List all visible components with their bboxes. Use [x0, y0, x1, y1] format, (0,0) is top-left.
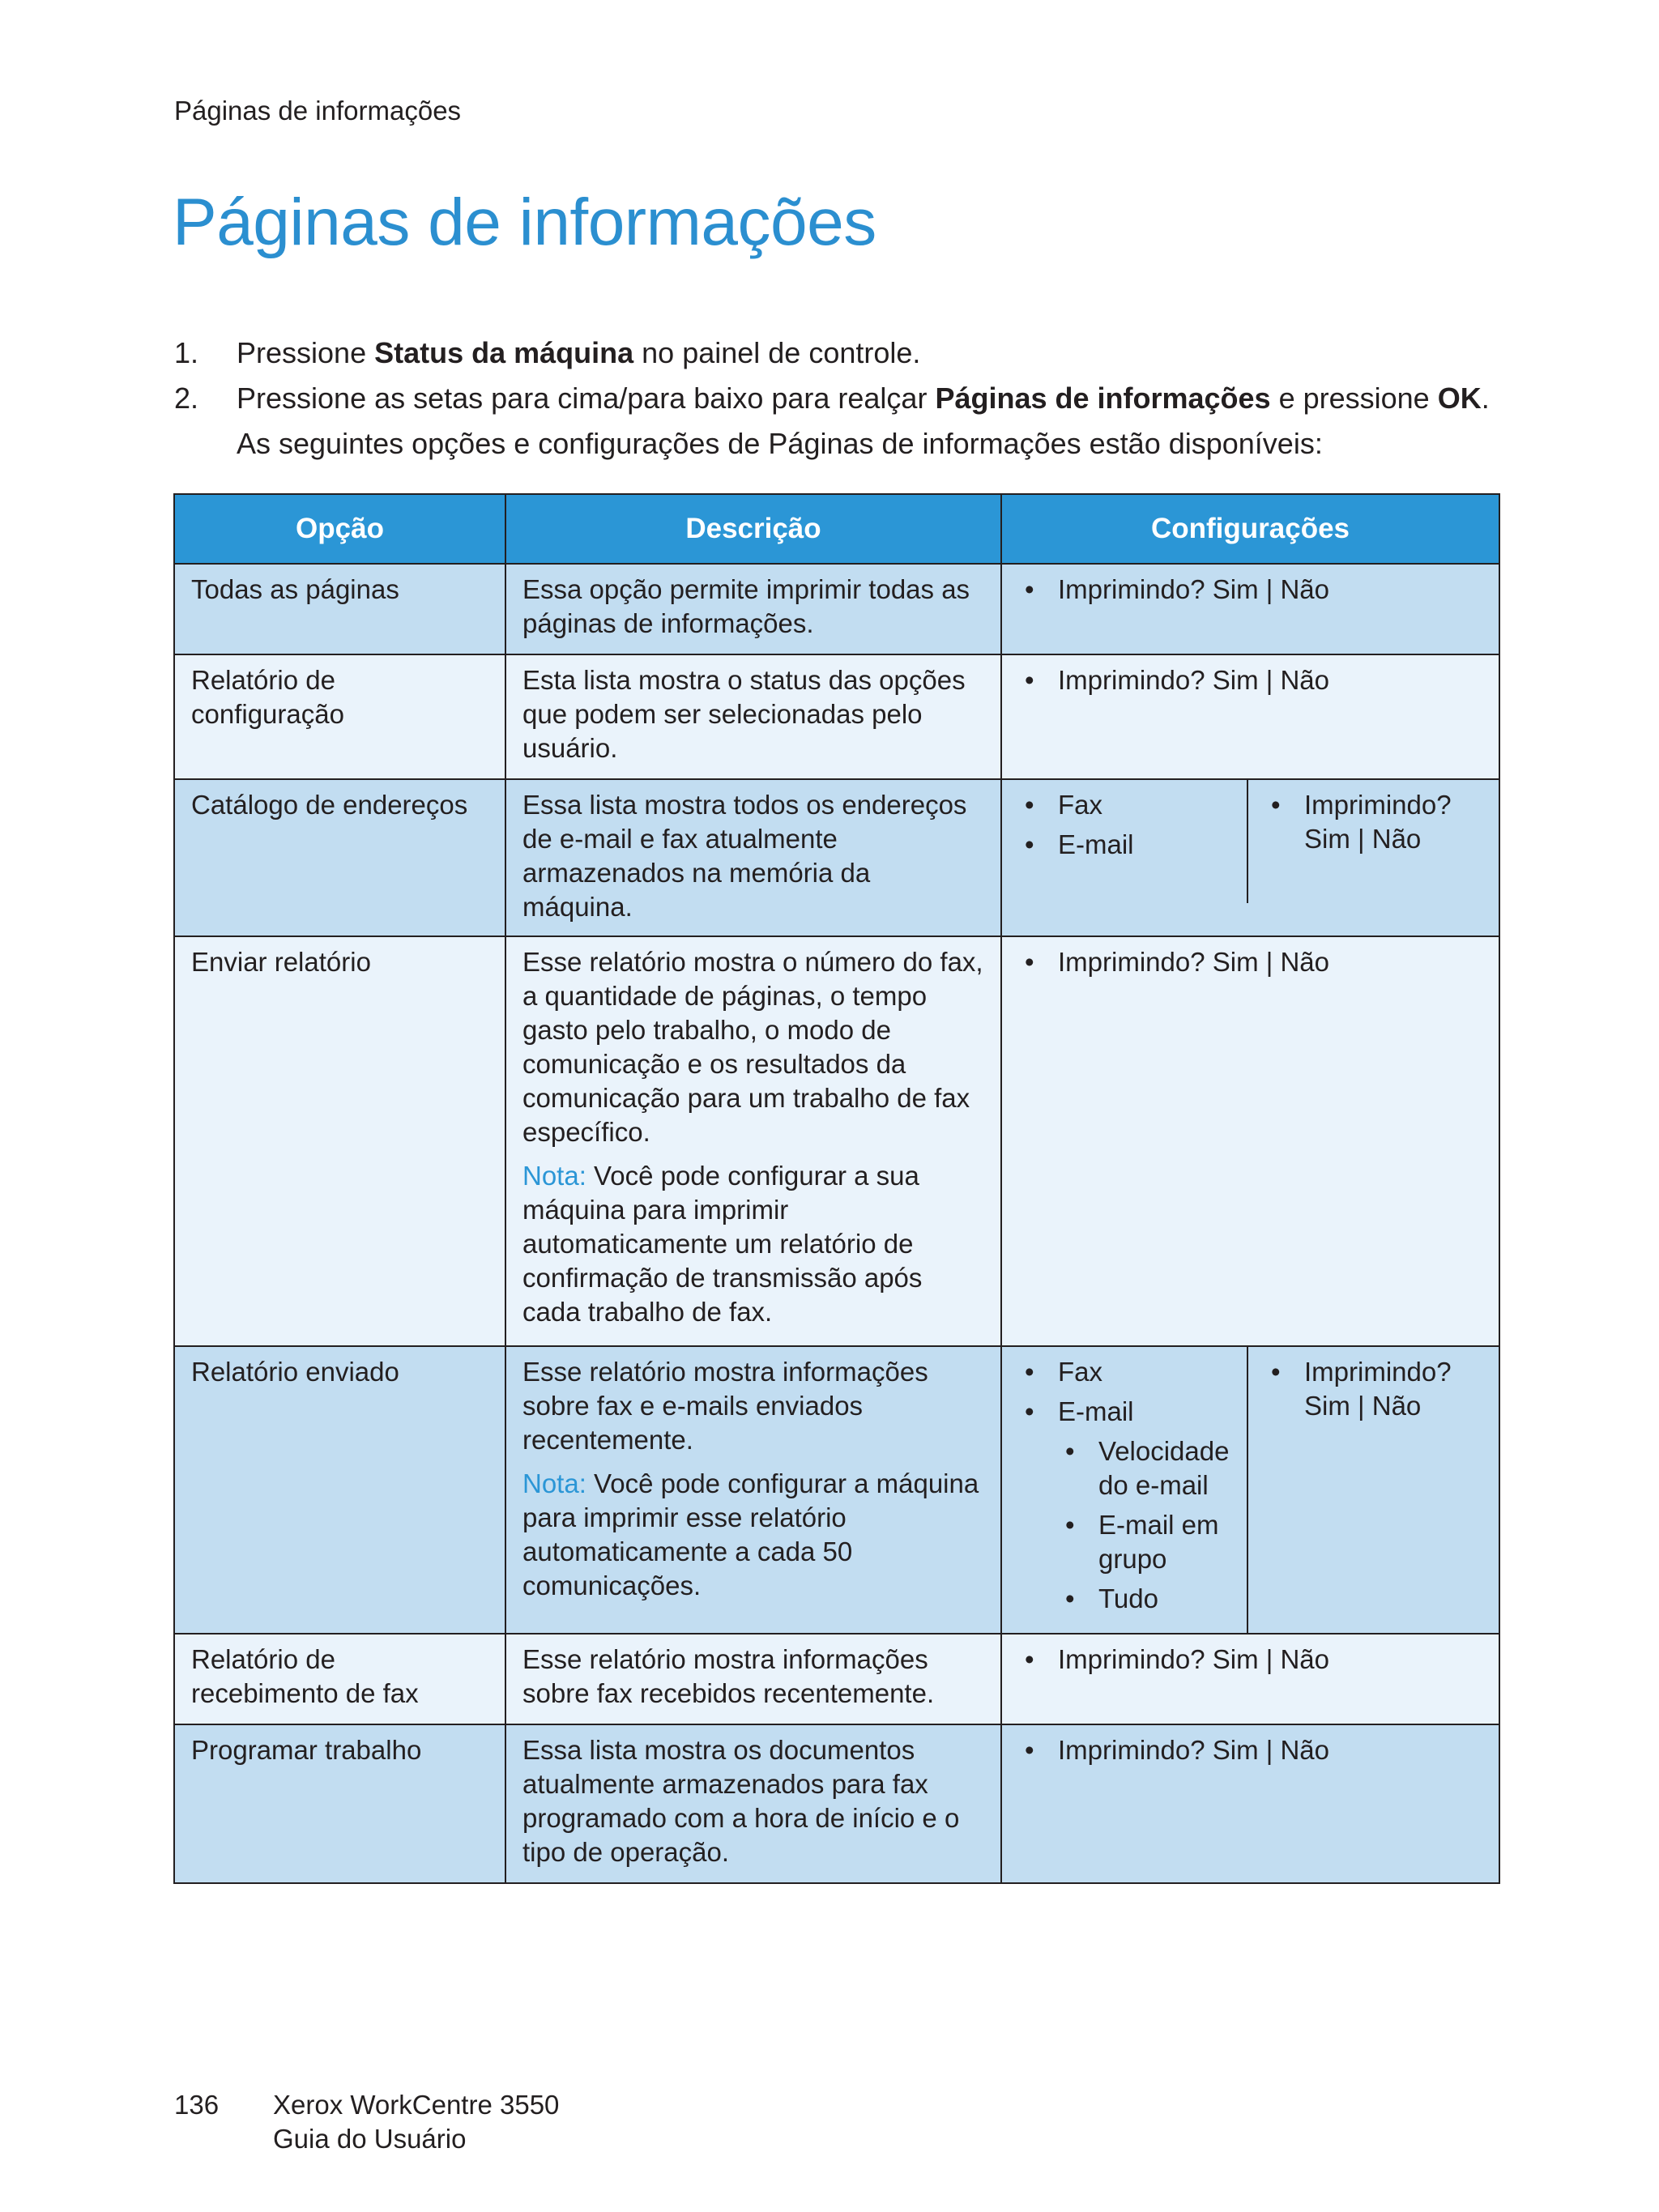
setting-item: • Imprimindo? Sim | Não — [1018, 1643, 1482, 1677]
option-cell: Relatório enviado — [174, 1346, 505, 1634]
header-settings: Configurações — [1001, 494, 1499, 564]
description-cell: Esse relatório mostra informações sobre fax recebidos recentemente. — [505, 1634, 1001, 1724]
sub-setting-item: • Tudo — [1058, 1582, 1230, 1616]
step-1 — [174, 330, 1503, 376]
settings-cell — [1001, 936, 1499, 1346]
running-head: Páginas de informações — [174, 96, 462, 126]
page-number: 136 — [174, 2090, 220, 2120]
setting-item: • Imprimindo? Sim | Não — [1265, 1355, 1482, 1423]
setting-item: • Imprimindo? Sim | Não — [1018, 573, 1482, 607]
sub-setting-item: • E-mail em grupo — [1058, 1508, 1230, 1576]
option-cell: Programar trabalho — [174, 1724, 505, 1883]
description-cell: Essa lista mostra todos os endereços de e-mail e fax atualmente armazenados na memória da máquina. — [505, 779, 1001, 936]
setting-item: • Imprimindo? Sim | Não — [1265, 788, 1482, 856]
setting-item: • Imprimindo? Sim | Não — [1018, 663, 1482, 697]
setting-item: • Fax — [1018, 1355, 1230, 1389]
description-text: Esse relatório mostra o número do fax, a quantidade de páginas, o tempo gasto pelo trabalho, o modo de comunicação e os resultados da comunicação para um trabalho de fax específico. — [522, 947, 983, 1147]
settings-right — [1248, 780, 1499, 903]
note-label: Nota: — [522, 1161, 586, 1191]
description-cell — [505, 936, 1001, 1346]
note-label: Nota: — [522, 1468, 586, 1498]
setting-item: • Imprimindo? Sim | Não — [1018, 1733, 1482, 1767]
step-number: 1. — [174, 336, 199, 369]
settings-cell — [1001, 564, 1499, 654]
description-cell: Esta lista mostra o status das opções que podem ser selecionadas pelo usuário. — [505, 654, 1001, 779]
settings-right — [1248, 1347, 1499, 1633]
description-cell: Essa lista mostra os documentos atualmente armazenados para fax programado com a hora de início e o tipo de operação. — [505, 1724, 1001, 1883]
settings-cell — [1001, 654, 1499, 779]
table-row — [174, 564, 1499, 654]
description-text: Esse relatório mostra informações sobre fax e e-mails enviados recentemente. — [522, 1357, 928, 1455]
header-description: Descrição — [505, 494, 1001, 564]
publication-info — [273, 2088, 759, 2156]
settings-cell — [1001, 1724, 1499, 1883]
table-row — [174, 936, 1499, 1346]
table-row — [174, 1634, 1499, 1724]
header-option: Opção — [174, 494, 505, 564]
settings-cell — [1001, 1634, 1499, 1724]
table-header-row — [174, 494, 1499, 564]
table-row — [174, 779, 1499, 936]
settings-left — [1002, 1347, 1248, 1633]
description-cell — [505, 1346, 1001, 1634]
settings-cell — [1001, 779, 1499, 936]
option-cell: Relatório de recebimento de fax — [174, 1634, 505, 1724]
table-row — [174, 1346, 1499, 1634]
options-intro: As seguintes opções e configurações de Páginas de informações estão disponíveis: — [237, 427, 1323, 460]
description-cell: Essa opção permite imprimir todas as páginas de informações. — [505, 564, 1001, 654]
table-row — [174, 654, 1499, 779]
note: Nota: Você pode configurar a sua máquina para imprimir automaticamente um relatório de confirmação de transmissão após cada trabalho de fax. — [522, 1161, 923, 1327]
option-cell: Relatório de configuração — [174, 654, 505, 779]
sub-setting-item: • Velocidade do e-mail — [1058, 1434, 1230, 1502]
settings-left — [1002, 780, 1248, 903]
setting-item: • E-mail • Velocidade do e-mail • E-mail em grupo • Tudo — [1018, 1395, 1230, 1616]
setting-item: • E-mail — [1018, 828, 1230, 862]
steps-list — [174, 330, 1503, 467]
step-number: 2. — [174, 381, 199, 415]
page-title: Páginas de informações — [173, 185, 876, 259]
setting-item: • Imprimindo? Sim | Não — [1018, 945, 1482, 979]
options-table — [173, 493, 1500, 1884]
setting-item: • Fax — [1018, 788, 1230, 822]
table-row — [174, 1724, 1499, 1883]
step-2 — [174, 376, 1503, 421]
settings-cell — [1001, 1346, 1499, 1634]
guide-name: Guia do Usuário — [273, 2124, 467, 2154]
step-text: Pressione as setas para cima/para baixo para realçar Páginas de informações e pressione OK. — [237, 381, 1490, 415]
note: Nota: Você pode configurar a máquina para imprimir esse relatório automaticamente a cada 50 comunicações. — [522, 1468, 979, 1600]
step-text: Pressione Status da máquina no painel de controle. — [237, 336, 921, 369]
option-cell: Todas as páginas — [174, 564, 505, 654]
option-cell: Catálogo de endereços — [174, 779, 505, 936]
option-cell: Enviar relatório — [174, 936, 505, 1346]
product-name: Xerox WorkCentre 3550 — [273, 2090, 560, 2120]
